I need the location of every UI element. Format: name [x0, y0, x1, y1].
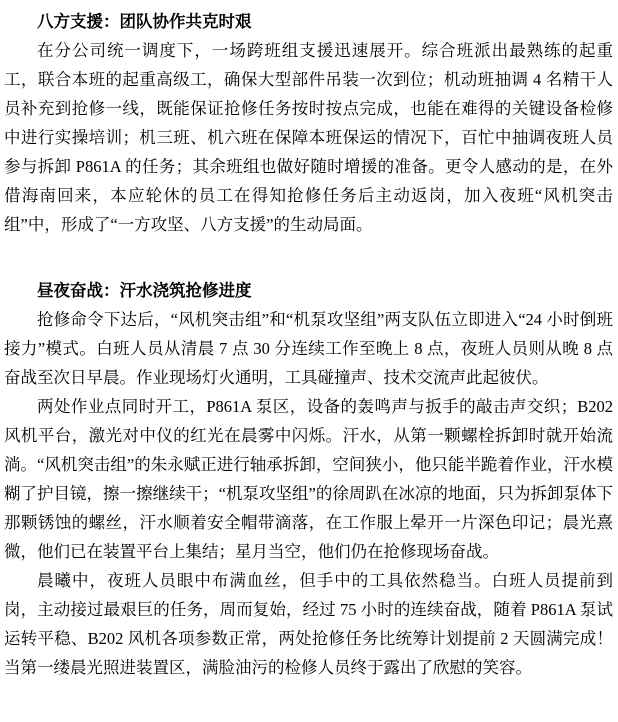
paragraph-completion: 晨曦中，夜班人员眼中布满血丝，但手中的工具依然稳当。白班人员提前到岗，主动接过最艰巨的任务，周而复始，经过 75 小时的连续奋战，随着 P861A 泵试运转平稳、B202 风机各项参数正常，两处抢修任务比统筹计划提前 2 天圆满完成！当第一缕晨光照进装置区，满脸油污的检修人员终于露出了欣慰的笑容。 — [4, 571, 613, 677]
paragraph-support-overview: 在分公司统一调度下，一场跨班组支援迅速展开。综合班派出最熟练的起重工，联合本班的起重高级工，确保大型部件吊装一次到位；机动班抽调 4 名精干人员补充到抢修一线，既能保证抢修任务按时按点完成，也能在难得的关键设备检修中进行实操培训；机三班、机六班在保障本班保运的情况下，百忙中抽调夜班人员参与拆卸 P861A 的任务；其余班组也做好随时增援的准备。更令人感动的是，在外借海南回来，本应轮休的员工在得知抢修任务后主动返岗，加入夜班“风机突击组”中，形成了“一方攻坚、八方支援”的生动局面。 — [4, 41, 613, 234]
section-day-night-battle — [4, 276, 613, 682]
paragraph-shift-relay: 抢修命令下达后，“风机突击组”和“机泵攻坚组”两支队伍立即进入“24 小时倒班接力”模式。白班人员从清晨 7 点 30 分连续工作至晚上 8 点，夜班人员则从晚 8 点奋战至次日早晨。作业现场灯火通明，工具碰撞声、技术交流声此起彼伏。 — [4, 310, 613, 387]
section-heading-support: 八方支援：团队协作共克时艰 — [37, 12, 252, 31]
section-support — [4, 7, 613, 239]
paragraph-worksite-scenes: 两处作业点同时开工，P861A 泵区，设备的轰鸣声与扳手的敲击声交织；B202 风机平台，激光对中仪的红光在晨雾中闪烁。汗水，从第一颗螺栓拆卸时就开始流淌。“风机突击组”的朱永赋正进行轴承拆卸，空间狭小，他只能半跪着作业，汗水模糊了护目镜，擦一擦继续干；“机泵攻坚组”的徐周趴在冰凉的地面，只为拆卸泵体下那颗锈蚀的螺丝，汗水顺着安全帽带滴落，在工作服上晕开一片深色印记；晨光熹微，他们已在装置平台上集结；星月当空，他们仍在抢修现场奋战。 — [4, 397, 613, 561]
section-heading-day-night-battle: 昼夜奋战：汗水浇筑抢修进度 — [37, 281, 252, 300]
